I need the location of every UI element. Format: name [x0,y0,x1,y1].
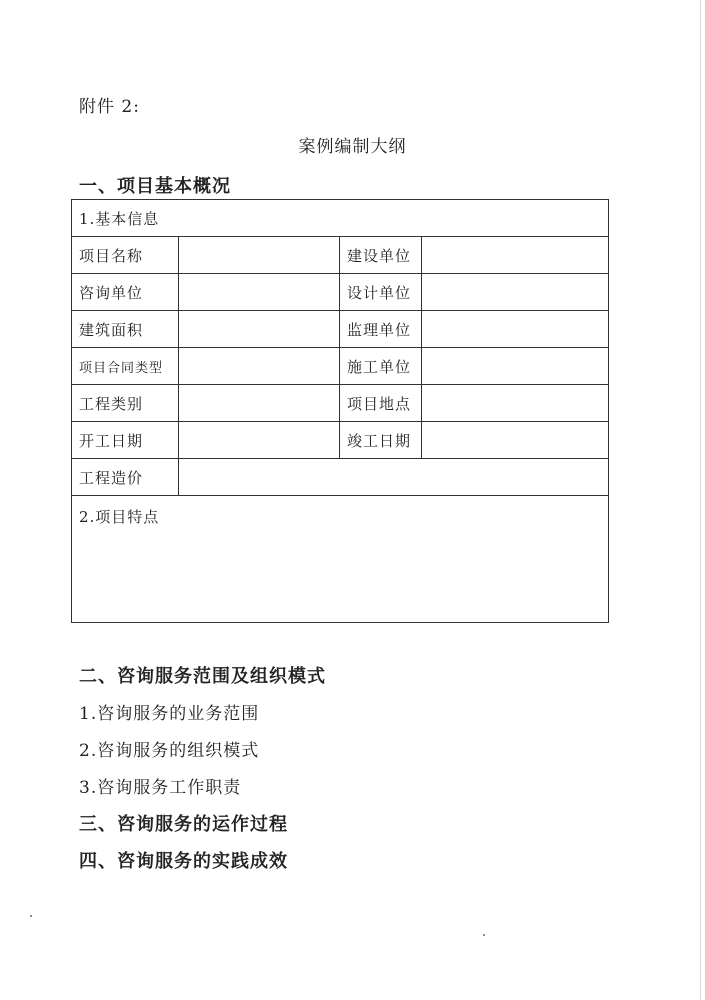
scan-speck [483,934,485,936]
table-row [72,274,609,311]
section-2-item-3: 3.咨询服务工作职责 [79,778,242,798]
table-row [72,385,609,422]
table-row-basic-info [72,200,609,237]
project-category-label: 工程类别 [72,385,179,422]
contractor-unit-label: 施工单位 [340,348,422,385]
table-row-features [72,496,609,623]
project-name-field[interactable] [179,237,340,274]
design-unit-field[interactable] [422,274,609,311]
project-category-field[interactable] [179,385,340,422]
start-date-field[interactable] [179,422,340,459]
table-row [72,311,609,348]
document-title-text: 案例编制大纲 [298,137,407,157]
completion-date-label: 竣工日期 [340,422,422,459]
table-row [72,422,609,459]
section-3-heading: 三、咨询服务的运作过程 [79,814,288,835]
supervision-unit-field[interactable] [422,311,609,348]
design-unit-label: 设计单位 [340,274,422,311]
table-row [72,348,609,385]
contractor-unit-field[interactable] [422,348,609,385]
consulting-unit-label: 咨询单位 [72,274,179,311]
basic-info-label: 1.基本信息 [72,200,609,237]
section-1-heading: 一、项目基本概况 [79,176,231,197]
start-date-label: 开工日期 [72,422,179,459]
table-row [72,459,609,496]
project-location-field[interactable] [422,385,609,422]
section-4-heading: 四、咨询服务的实践成效 [79,851,288,872]
completion-date-field[interactable] [422,422,609,459]
project-cost-field[interactable] [179,459,609,496]
section-2-item-2: 2.咨询服务的组织模式 [79,741,260,761]
table-row [72,237,609,274]
construction-unit-field[interactable] [422,237,609,274]
document-title [0,132,705,157]
project-cost-label: 工程造价 [72,459,179,496]
contract-type-field[interactable] [179,348,340,385]
project-name-label: 项目名称 [72,237,179,274]
construction-unit-label: 建设单位 [340,237,422,274]
scan-speck [30,915,32,917]
project-features-label: 2.项目特点 [79,508,160,526]
section-2-heading: 二、咨询服务范围及组织模式 [79,666,326,687]
attachment-label: 附件 2: [79,97,140,117]
consulting-unit-field[interactable] [179,274,340,311]
building-area-label: 建筑面积 [72,311,179,348]
project-location-label: 项目地点 [340,385,422,422]
project-features-cell[interactable] [72,496,609,623]
section-2-item-1: 1.咨询服务的业务范围 [79,704,260,724]
contract-type-label: 项目合同类型 [72,348,179,385]
supervision-unit-label: 监理单位 [340,311,422,348]
building-area-field[interactable] [179,311,340,348]
project-info-table [71,199,609,623]
